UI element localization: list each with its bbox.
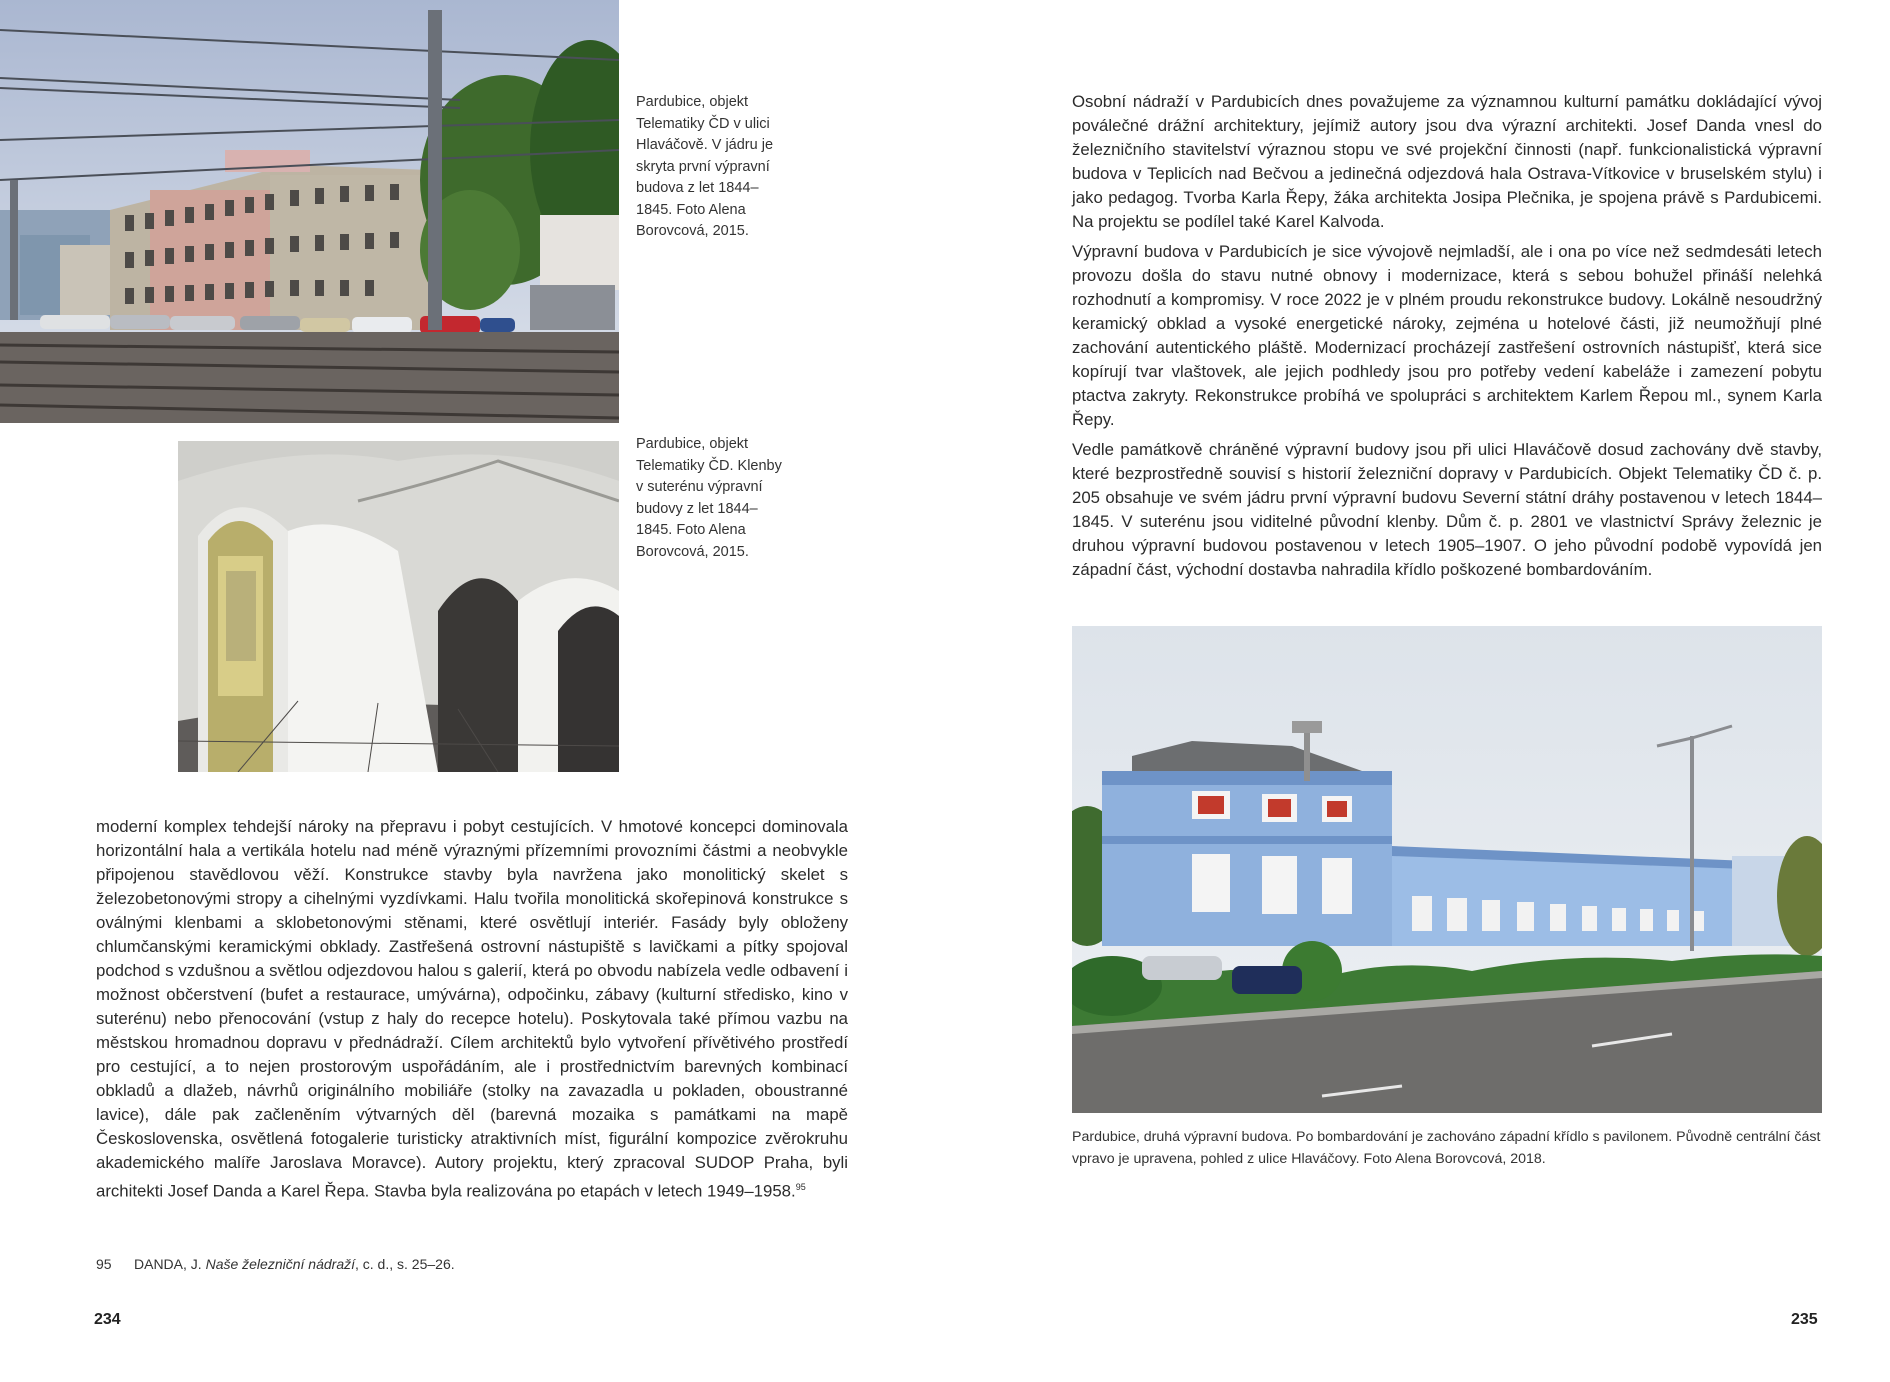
footnote-rest: , c. d., s. 25–26. bbox=[355, 1256, 455, 1272]
right-paragraph-2: Výpravní budova v Pardubicích je sice vývojově nejmladší, ale i ona po více než sedmdesáti letech provozu došla do stavu nutné obnovy i modernizace, která s sebou bohužel přináší nelehká rozhodnutí a kompromisy. V roce 2022 je v plném proudu rekonstrukce budovy. Lokálně nesoudržný keramický obklad a vysoké energetické nároky, zejména u hotelové části, již neumožňují plné zachování autentického pláště. Modernizací procházejí zastřešení ostrovních nástupišť, která sice kopírují tvar vlaštovek, ale jejich podhledy jsou pro potřeby vedení kabeláže i zamezení pobytu ptactva zakryty. Rekonstrukce probíhá ve spolupráci s architektem Karlem Řepou ml., synem Karla Řepy. bbox=[1072, 242, 1822, 429]
page-number-right: 235 bbox=[1791, 1311, 1818, 1328]
right-body-text bbox=[1072, 90, 1822, 588]
right-paragraph-1: Osobní nádraží v Pardubicích dnes považujeme za významnou kulturní památku dokládající vývoj poválečné drážní architektury, jejímiž autory jsou dva výrazní architekti. Josef Danda vnesl do železničního stavitelství výraznou stopu ve své projekční činnosti (např. funkcionalistická výpravní budova v Teplicích nad Bečvou a jedinečná odjezdová hala Ostrava-Vítkovice v bruselském stylu) i jako pedagog. Tvorba Karla Řepy, žáka architekta Josipa Plečnika, je spojena právě s Pardubicemi. Na projektu se podílel také Karel Kalvoda. bbox=[1072, 92, 1822, 231]
footnote bbox=[96, 1256, 455, 1272]
left-body-paragraph: moderní komplex tehdejší nároky na přepravu i pobyt cestujících. V hmotové koncepci dominovala horizontální hala a vertikála hotelu nad méně výraznými přízemními provozními částmi a neobvykle připojenou stavědlovou věží. Konstrukce stavby byla navržena jako monolitický skelet s železobetonovými stropy a cihelnými vyzdívkami. Halu tvořila monolitická skořepinová konstrukce s oválnými klenbami a sklobetonovými stěnami, které osvětlují interiér. Fasády byly obloženy chlumčanskými keramickými obklady. Zastřešená ostrovní nástupiště s lavičkami a pítky spojoval podchod s vzdušnou a světlou odjezdovou halou s galerií, která po obvodu nabízela vedle odbavení i možnost občerstvení (bufet a restaurace, umývárna), odpočinku, zábavy (kulturní středisko, kino v suterénu) nebo přenocování (vstup z haly do recepce hotelu). Poskytovala také přímou vazbu na městskou hromadnou dopravu v přednádraží. Cílem architektů bylo vytvoření přívětivého prostředí pro cestující, a to nejen prostorovým uspořádáním, ale i prostřednictvím barevných kombinací obkladů a dlažeb, návrhů originálního mobiliáře (stolky na zavazadla u pokladen, oboustranné lavice), dále pak začleněním výtvarných děl (barevná mozaika s památkami na mapě Československa, osvětlená fotogalerie turisticky atraktivních míst, figurální kompozice zvěrokruhu akademického malíře Jaroslava Moravce). Autory projektu, který zpracoval SUDOP Praha, byli architekti Josef Danda a Karel Řepa. Stavba byla realizována po etapách v letech 1949–1958. bbox=[96, 817, 848, 1201]
photo3-caption: Pardubice, druhá výpravní budova. Po bombardování je zachováno západní křídlo s pavilonem. Původně centrální část vpravo je upravena, pohled z ulice Hlaváčovy. Foto Alena Borovcová, 2018. bbox=[1072, 1129, 1821, 1167]
footnote-author: DANDA, J. bbox=[134, 1256, 202, 1272]
photo1-caption: Pardubice, objekt Telematiky ČD v ulici Hlaváčově. V jádru je skryta první výpravní budova z let 1844–1845. Foto Alena Borovcová, 2015. bbox=[636, 94, 774, 239]
photo-basement-vaults bbox=[178, 441, 619, 772]
photo2-caption: Pardubice, objekt Telematiky ČD. Klenby v suterénu výpravní budovy z let 1844–1845. Foto Alena Borovcová, 2015. bbox=[636, 436, 782, 560]
footnote-title: Naše železniční nádraží bbox=[205, 1256, 355, 1272]
footnote-number: 95 bbox=[96, 1256, 112, 1272]
footnote-reference: 95 bbox=[795, 1182, 806, 1192]
photo-second-station-building bbox=[1072, 626, 1822, 1113]
page-number-left: 234 bbox=[94, 1311, 121, 1328]
photo-telematika-building bbox=[0, 0, 619, 423]
left-body-text bbox=[96, 815, 848, 1210]
right-paragraph-3: Vedle památkově chráněné výpravní budovy jsou při ulici Hlaváčově dosud zachovány dvě stavby, které bezprostředně souvisí s historií železniční dopravy v Pardubicích. Objekt Telematiky ČD č. p. 205 obsahuje ve svém jádru první výpravní budovu Severní státní dráhy postavenou v letech 1844–1845. V suterénu jsou viditelné původní klenby. Dům č. p. 2801 ve vlastnictví Správy železnic je druhou výpravní budovou postavenou v letech 1905–1907. O jeho původní podobě vypovídá jen západní část, východní dostavba nahradila křídlo poškozené bombardováním. bbox=[1072, 440, 1822, 579]
